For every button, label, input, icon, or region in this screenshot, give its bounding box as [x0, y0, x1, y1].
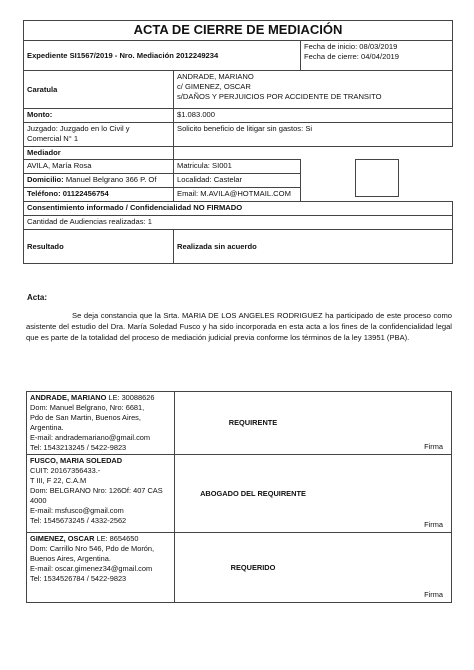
- party-line: Buenos Aires, Argentina.: [30, 554, 111, 563]
- party-role-cell: [175, 533, 452, 603]
- signature-label: Firma: [424, 520, 443, 529]
- party-role: REQUIRENTE: [228, 418, 278, 427]
- party-line: E-mail: andrademariano@gmail.com: [30, 433, 151, 442]
- party-line: Dom: Carrillo Nro 546, Pdo de Morón,: [30, 544, 155, 553]
- photo-box: [355, 159, 399, 197]
- domicilio-value: Manuel Belgrano 366 P. Of: [63, 175, 157, 184]
- case-info-table: [23, 20, 453, 264]
- party-line: 4000: [30, 496, 47, 505]
- party-line: Dom: Manuel Belgrano, Nro: 6681,: [30, 403, 145, 412]
- party-role-cell: [175, 392, 452, 455]
- localidad: Localidad: Castelar: [174, 174, 301, 188]
- caratula-line: ANDRADE, MARIANO: [177, 72, 254, 81]
- start-date: Fecha de inicio: 08/03/2019: [304, 42, 398, 51]
- party-details: [27, 533, 175, 603]
- signature-label: Firma: [424, 442, 443, 451]
- party-role-cell: [175, 455, 452, 533]
- close-date: Fecha de cierre: 04/04/2019: [304, 52, 399, 61]
- party-line: E-mail: oscar.gimenez34@gmail.com: [30, 564, 153, 573]
- caratula-label: Caratula: [24, 71, 174, 109]
- party-line: T III, F 22, C.A.M: [30, 476, 87, 485]
- party-name: ANDRADE, MARIANO: [30, 393, 107, 402]
- audiencias: Cantidad de Audiencias realizadas: 1: [24, 216, 453, 230]
- mediador-name: AVILA, María Rosa: [24, 160, 174, 174]
- consentimiento: Consentimiento informado / Confidencialidad NO FIRMADO: [24, 202, 453, 216]
- mediador-label: Mediador: [24, 147, 174, 160]
- litigation-benefit: Solicito beneficio de litigar sin gastos: Si: [174, 123, 453, 147]
- acta-text: Se deja constancia que la Srta. MARIA DE LOS ANGELES RODRIGUEZ ha participado de este proceso como asistente del estudio del Dra. María Soledad Fusco y ha sido incorporada en esta acta a los fines de la confidencialidad legal que es parte de la totalidad del proceso de mediación judicial previa conforme los términos de la ley 13951 (PBA).: [26, 311, 452, 342]
- domicilio-label: Domicilio:: [27, 175, 64, 184]
- telefono: Teléfono: 01122456754: [24, 188, 174, 202]
- party-line: E-mail: msfusco@gmail.com: [30, 506, 124, 515]
- juzgado-line: Juzgado: Juzgado en lo Civil y: [27, 124, 130, 133]
- parties-table: [26, 391, 452, 603]
- party-name: FUSCO, MARIA SOLEDAD: [30, 456, 123, 465]
- party-line: CUIT: 20167356433.-: [30, 466, 101, 475]
- acta-paragraph: [26, 310, 452, 343]
- resultado-value: Realizada sin acuerdo: [174, 230, 453, 264]
- expediente-number: Expediente SI1567/2019 - Nro. Mediación 2012249234: [24, 41, 301, 71]
- party-line: Argentina.: [30, 423, 64, 432]
- party-line: Pdo de San Martin, Buenos Aires,: [30, 413, 141, 422]
- juzgado-line: Comercial N° 1: [27, 134, 79, 143]
- party-line: Dom: BELGRANO Nro: 126Of: 407 CAS: [30, 486, 163, 495]
- party-name: GIMENEZ, OSCAR: [30, 534, 95, 543]
- document-title: ACTA DE CIERRE DE MEDIACIÓN: [24, 21, 453, 41]
- caratula-line: c/ GIMENEZ, OSCAR: [177, 82, 251, 91]
- party-line: Tel: 1543213245 / 5422-9823: [30, 443, 127, 452]
- party-role: REQUERIDO: [230, 562, 276, 572]
- signature-label: Firma: [424, 590, 443, 599]
- email: Email: M.AVILA@HOTMAIL.COM: [174, 188, 301, 202]
- dates-cell: [301, 41, 453, 71]
- party-details: [27, 455, 175, 533]
- acta-label: Acta:: [27, 293, 48, 302]
- domicilio-cell: [24, 174, 174, 188]
- party-le: LE: 8654650: [94, 534, 139, 543]
- party-le: LE: 30088626: [106, 393, 155, 402]
- matricula: Matricula: SI001: [174, 160, 301, 174]
- party-details: [27, 392, 175, 455]
- monto-value: $1.083.000: [174, 109, 453, 123]
- caratula-value: [174, 71, 453, 109]
- monto-label: Monto:: [24, 109, 174, 123]
- juzgado-cell: [24, 123, 174, 147]
- caratula-line: s/DAÑOS Y PERJUICIOS POR ACCIDENTE DE TRANSITO: [177, 92, 382, 101]
- party-line: Tel: 1534526784 / 5422-9823: [30, 574, 127, 583]
- party-line: Tel: 1545673245 / 4332-2562: [30, 516, 127, 525]
- resultado-label: Resultado: [24, 230, 174, 264]
- party-role: ABOGADO DEL REQUIRENTE: [200, 488, 306, 498]
